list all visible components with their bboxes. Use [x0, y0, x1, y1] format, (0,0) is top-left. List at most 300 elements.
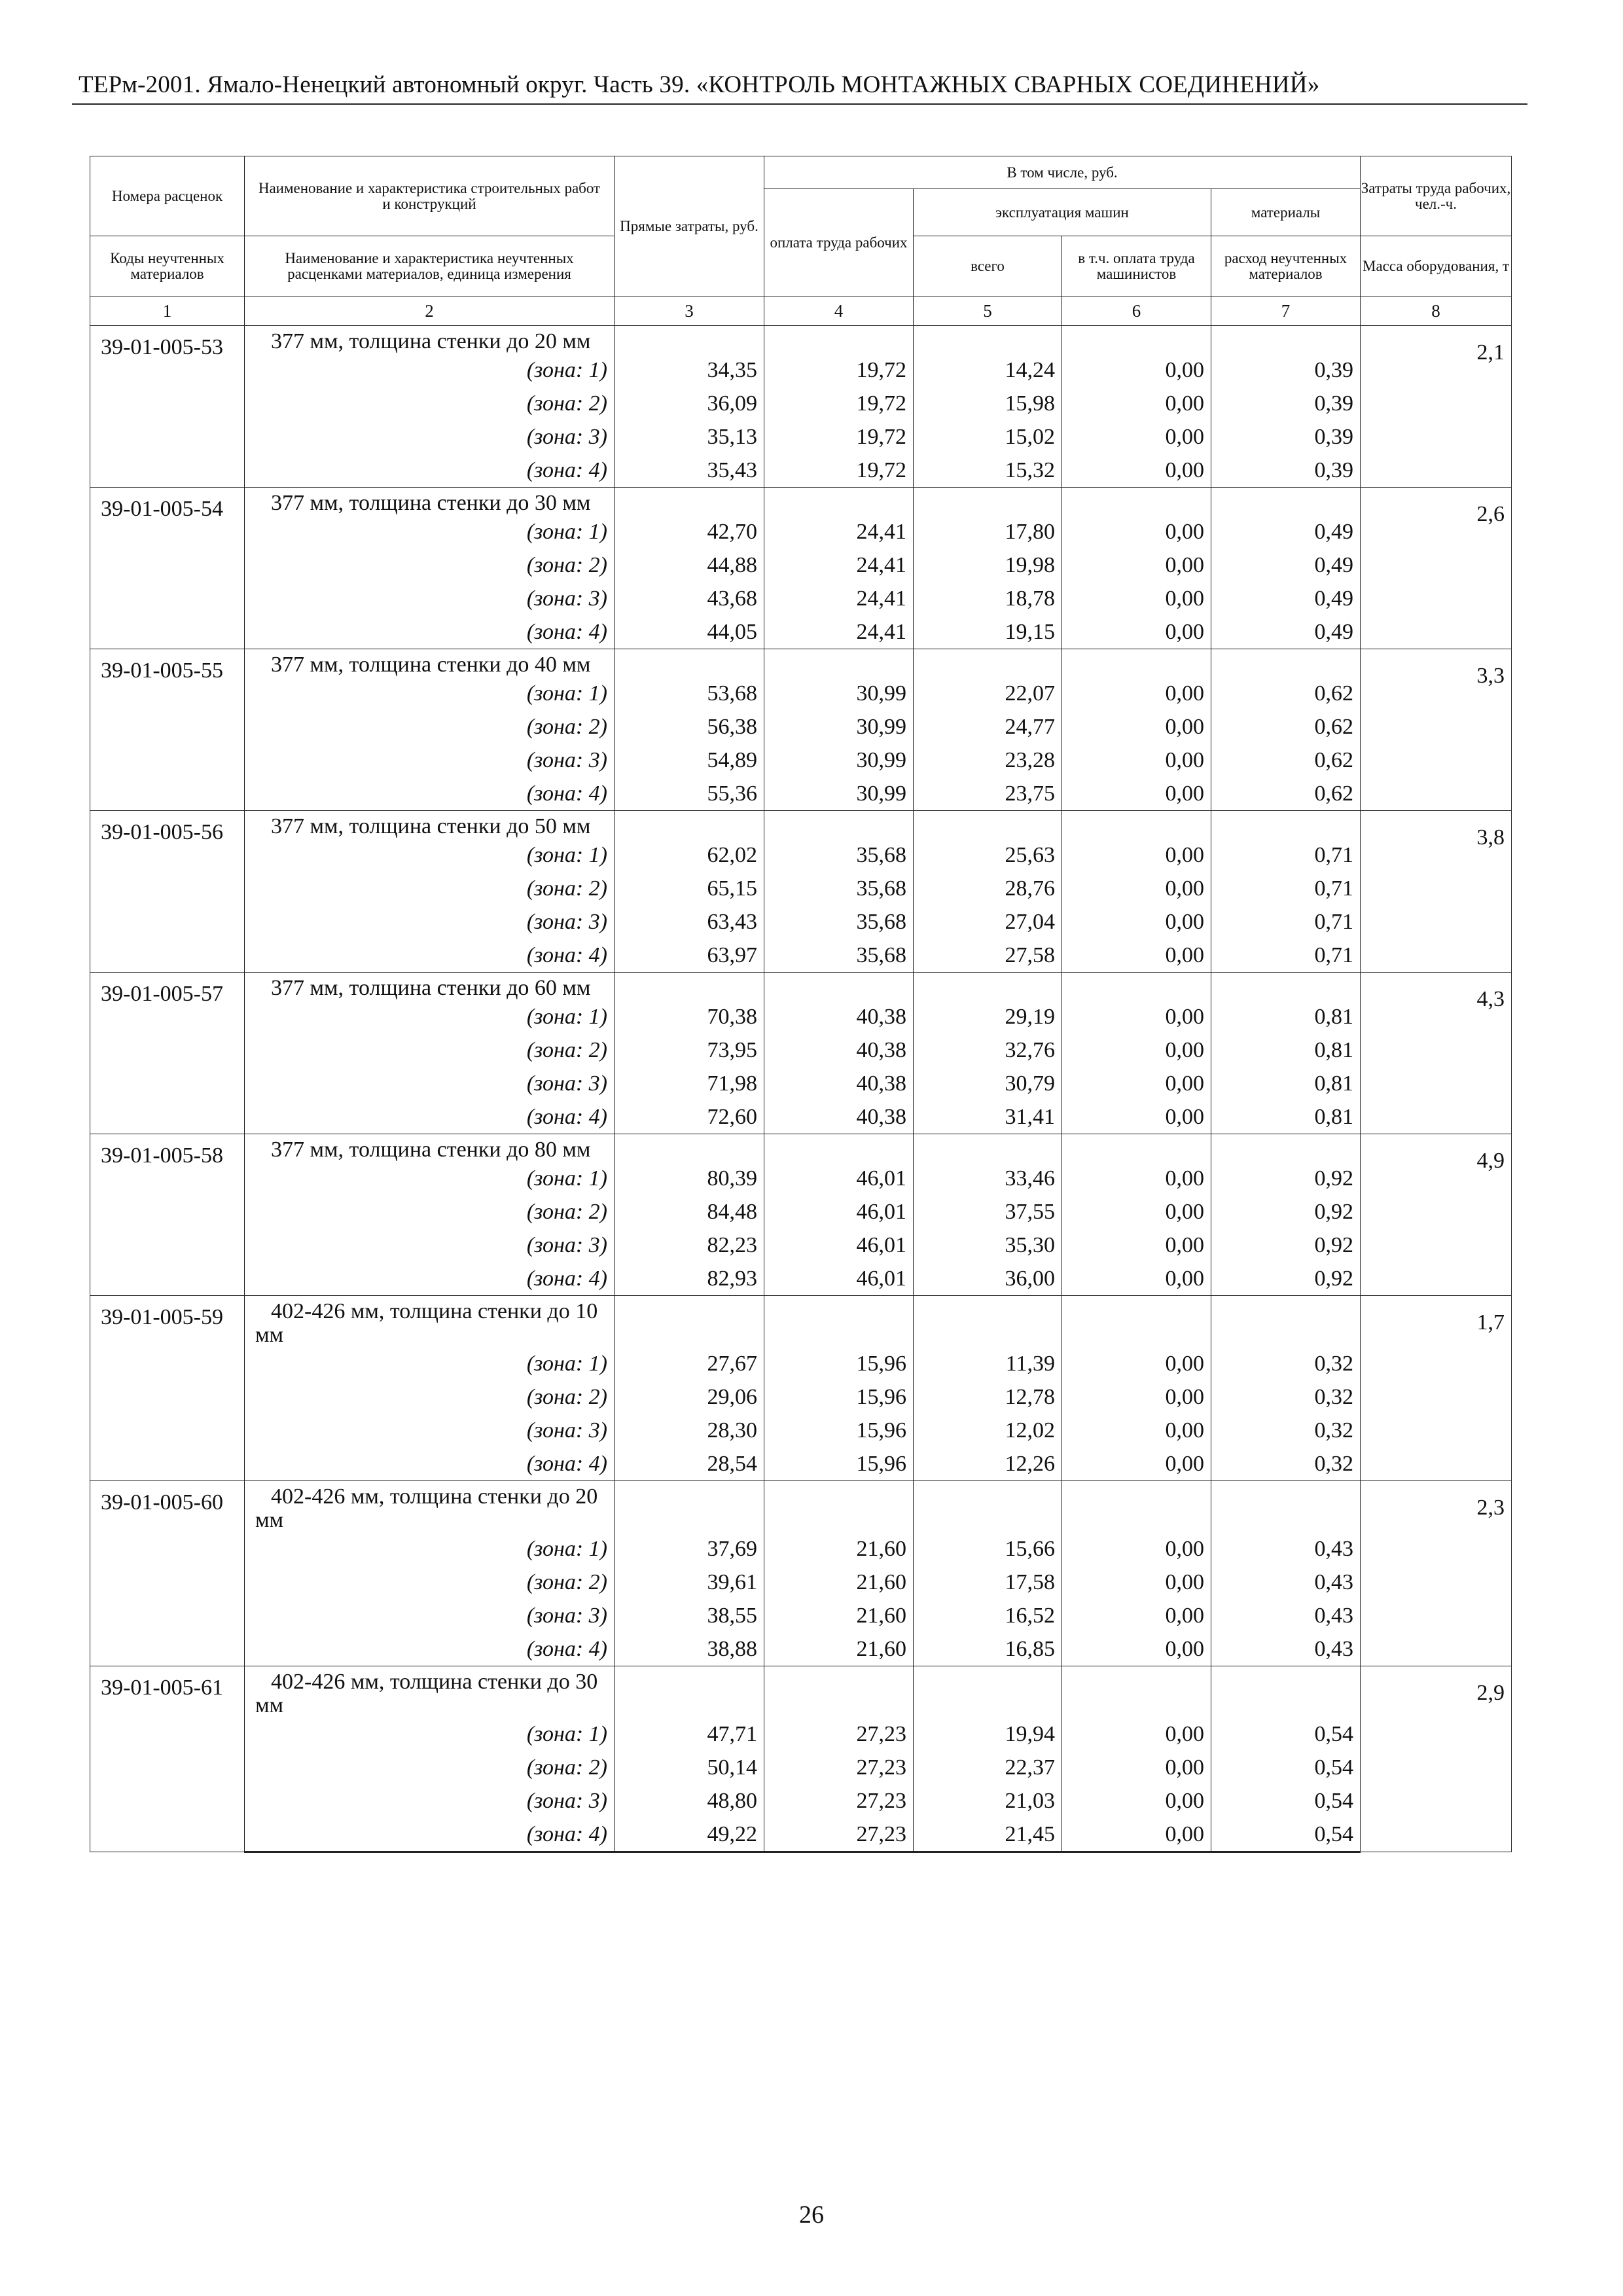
rate-code: 39-01-005-54	[90, 488, 245, 649]
machine-cost-cell: 16,52	[914, 1599, 1062, 1632]
zone-label: (зона: 3)	[245, 420, 615, 454]
zone-label: (зона: 2)	[245, 710, 615, 744]
header-direct-costs: Прямые затраты, руб.	[615, 156, 764, 296]
machine-cost-cell: 21,03	[914, 1784, 1062, 1818]
zone-label: (зона: 3)	[245, 1784, 615, 1818]
header-unaccounted-consumption: расход неучтенных материалов	[1211, 236, 1361, 296]
zone-row	[90, 777, 1512, 811]
direct-cost-cell: 49,22	[615, 1818, 764, 1852]
machine-cost-cell: 15,98	[914, 387, 1062, 420]
zone-label: (зона: 1)	[245, 1347, 615, 1380]
direct-cost-cell: 72,60	[615, 1100, 764, 1134]
materials-cost-cell: 0,43	[1211, 1566, 1361, 1599]
machine-cost-cell: 12,26	[914, 1447, 1062, 1481]
materials-cost-cell: 0,32	[1211, 1414, 1361, 1447]
worker-pay-cell: 19,72	[764, 454, 914, 488]
table-body	[90, 326, 1512, 1852]
equipment-mass-value: 4,3	[1361, 973, 1512, 1134]
machine-cost-cell: 35,30	[914, 1229, 1062, 1262]
machine-cost-cell: 19,94	[914, 1717, 1062, 1751]
rate-description-text: 402-426 мм, толщина стенки до 30 мм	[255, 1670, 598, 1717]
worker-pay-cell: 24,41	[764, 615, 914, 649]
materials-cost-cell: 0,71	[1211, 905, 1361, 939]
zone-row	[90, 353, 1512, 387]
rate-header-row	[90, 973, 1512, 1001]
materials-cost-cell: 0,39	[1211, 387, 1361, 420]
zone-row	[90, 1229, 1512, 1262]
operator-pay-cell: 0,00	[1062, 1818, 1211, 1852]
operator-pay-cell: 0,00	[1062, 1599, 1211, 1632]
worker-pay-cell: 27,23	[764, 1818, 914, 1852]
machine-cost-cell: 23,75	[914, 777, 1062, 811]
materials-cost-cell: 0,92	[1211, 1229, 1361, 1262]
machine-cost-cell: 30,79	[914, 1067, 1062, 1100]
rate-description	[245, 488, 615, 516]
machine-cost-cell: 23,28	[914, 744, 1062, 777]
materials-cost-cell: 0,81	[1211, 1100, 1361, 1134]
worker-pay-cell: 19,72	[764, 353, 914, 387]
zone-label: (зона: 4)	[245, 777, 615, 811]
worker-pay-cell: 15,96	[764, 1447, 914, 1481]
direct-cost-cell: 27,67	[615, 1347, 764, 1380]
worker-pay-cell: 30,99	[764, 744, 914, 777]
operator-pay-cell: 0,00	[1062, 1262, 1211, 1296]
zone-label: (зона: 3)	[245, 905, 615, 939]
worker-pay-cell: 46,01	[764, 1195, 914, 1229]
zone-row	[90, 872, 1512, 905]
column-number-row	[90, 296, 1512, 326]
operator-pay-cell: 0,00	[1062, 872, 1211, 905]
zone-label: (зона: 3)	[245, 744, 615, 777]
machine-cost-cell: 21,45	[914, 1818, 1062, 1852]
operator-pay-cell: 0,00	[1062, 1632, 1211, 1666]
rate-header-row	[90, 488, 1512, 516]
machine-cost-cell: 28,76	[914, 872, 1062, 905]
operator-pay-cell: 0,00	[1062, 548, 1211, 582]
direct-cost-cell: 47,71	[615, 1717, 764, 1751]
operator-pay-cell: 0,00	[1062, 1229, 1211, 1262]
equipment-mass-value: 2,6	[1361, 488, 1512, 649]
direct-cost-cell: 28,54	[615, 1447, 764, 1481]
zone-row	[90, 905, 1512, 939]
equipment-mass-value: 3,3	[1361, 649, 1512, 811]
rate-description-text: 377 мм, толщина стенки до 80 мм	[271, 1138, 591, 1162]
zone-row	[90, 548, 1512, 582]
zone-label: (зона: 3)	[245, 1067, 615, 1100]
worker-pay-cell: 40,38	[764, 1100, 914, 1134]
zone-row	[90, 515, 1512, 548]
operator-pay-cell: 0,00	[1062, 710, 1211, 744]
direct-cost-cell: 56,38	[615, 710, 764, 744]
direct-cost-cell: 29,06	[615, 1380, 764, 1414]
rate-description-text: 377 мм, толщина стенки до 30 мм	[271, 491, 591, 515]
direct-cost-cell: 36,09	[615, 387, 764, 420]
rate-code: 39-01-005-55	[90, 649, 245, 811]
materials-cost-cell: 0,54	[1211, 1784, 1361, 1818]
column-number: 8	[1361, 296, 1512, 326]
machine-cost-cell: 25,63	[914, 838, 1062, 872]
rate-code: 39-01-005-59	[90, 1296, 245, 1481]
materials-cost-cell: 0,71	[1211, 872, 1361, 905]
direct-cost-cell: 37,69	[615, 1532, 764, 1566]
zone-row	[90, 1599, 1512, 1632]
worker-pay-cell: 15,96	[764, 1380, 914, 1414]
direct-cost-cell: 63,97	[615, 939, 764, 973]
machine-cost-cell: 14,24	[914, 353, 1062, 387]
operator-pay-cell: 0,00	[1062, 615, 1211, 649]
rate-header-row	[90, 811, 1512, 839]
zone-label: (зона: 3)	[245, 1414, 615, 1447]
worker-pay-cell: 24,41	[764, 548, 914, 582]
operator-pay-cell: 0,00	[1062, 1195, 1211, 1229]
worker-pay-cell: 40,38	[764, 1067, 914, 1100]
materials-cost-cell: 0,71	[1211, 939, 1361, 973]
column-number: 6	[1062, 296, 1211, 326]
operator-pay-cell: 0,00	[1062, 1414, 1211, 1447]
direct-cost-cell: 53,68	[615, 677, 764, 710]
direct-cost-cell: 44,05	[615, 615, 764, 649]
zone-row	[90, 1380, 1512, 1414]
zone-row	[90, 1532, 1512, 1566]
direct-cost-cell: 35,43	[615, 454, 764, 488]
machine-cost-cell: 15,32	[914, 454, 1062, 488]
header-equipment-mass: Масса оборудования, т	[1361, 236, 1512, 296]
zone-row	[90, 1717, 1512, 1751]
direct-cost-cell: 42,70	[615, 515, 764, 548]
operator-pay-cell: 0,00	[1062, 387, 1211, 420]
worker-pay-cell: 21,60	[764, 1599, 914, 1632]
rate-description	[245, 1296, 615, 1348]
operator-pay-cell: 0,00	[1062, 582, 1211, 615]
materials-cost-cell: 0,71	[1211, 838, 1361, 872]
rate-description-text: 377 мм, толщина стенки до 60 мм	[271, 976, 591, 1000]
rate-description	[245, 1481, 615, 1533]
zone-row	[90, 1033, 1512, 1067]
machine-cost-cell: 36,00	[914, 1262, 1062, 1296]
worker-pay-cell: 24,41	[764, 515, 914, 548]
header-materials: материалы	[1211, 189, 1361, 236]
zone-label: (зона: 4)	[245, 1818, 615, 1852]
machine-cost-cell: 12,78	[914, 1380, 1062, 1414]
zone-label: (зона: 3)	[245, 1229, 615, 1262]
column-number: 2	[245, 296, 615, 326]
rate-code: 39-01-005-58	[90, 1134, 245, 1296]
direct-cost-cell: 73,95	[615, 1033, 764, 1067]
zone-label: (зона: 2)	[245, 387, 615, 420]
worker-pay-cell: 46,01	[764, 1162, 914, 1195]
operator-pay-cell: 0,00	[1062, 838, 1211, 872]
machine-cost-cell: 18,78	[914, 582, 1062, 615]
equipment-mass-value: 2,1	[1361, 326, 1512, 488]
materials-cost-cell: 0,62	[1211, 777, 1361, 811]
materials-cost-cell: 0,43	[1211, 1532, 1361, 1566]
materials-cost-cell: 0,43	[1211, 1599, 1361, 1632]
direct-cost-cell: 54,89	[615, 744, 764, 777]
machine-cost-cell: 16,85	[914, 1632, 1062, 1666]
worker-pay-cell: 27,23	[764, 1751, 914, 1784]
column-number: 3	[615, 296, 764, 326]
header-labor-costs: Затраты труда рабочих, чел.-ч.	[1361, 156, 1512, 236]
materials-cost-cell: 0,81	[1211, 1067, 1361, 1100]
rate-description	[245, 811, 615, 839]
rate-description-text: 402-426 мм, толщина стенки до 10 мм	[255, 1299, 598, 1347]
equipment-mass-value: 2,9	[1361, 1666, 1512, 1852]
worker-pay-cell: 30,99	[764, 777, 914, 811]
equipment-mass-value: 3,8	[1361, 811, 1512, 973]
zone-label: (зона: 4)	[245, 1632, 615, 1666]
worker-pay-cell: 24,41	[764, 582, 914, 615]
materials-cost-cell: 0,62	[1211, 677, 1361, 710]
operator-pay-cell: 0,00	[1062, 1751, 1211, 1784]
operator-pay-cell: 0,00	[1062, 1784, 1211, 1818]
direct-cost-cell: 50,14	[615, 1751, 764, 1784]
zone-label: (зона: 4)	[245, 454, 615, 488]
materials-cost-cell: 0,49	[1211, 515, 1361, 548]
zone-row	[90, 387, 1512, 420]
materials-cost-cell: 0,39	[1211, 353, 1361, 387]
machine-cost-cell: 11,39	[914, 1347, 1062, 1380]
direct-cost-cell: 38,88	[615, 1632, 764, 1666]
direct-cost-cell: 43,68	[615, 582, 764, 615]
materials-cost-cell: 0,62	[1211, 710, 1361, 744]
machine-cost-cell: 27,04	[914, 905, 1062, 939]
direct-cost-cell: 62,02	[615, 838, 764, 872]
direct-cost-cell: 82,23	[615, 1229, 764, 1262]
direct-cost-cell: 35,13	[615, 420, 764, 454]
column-number: 1	[90, 296, 245, 326]
direct-cost-cell: 39,61	[615, 1566, 764, 1599]
operator-pay-cell: 0,00	[1062, 1380, 1211, 1414]
operator-pay-cell: 0,00	[1062, 777, 1211, 811]
worker-pay-cell: 30,99	[764, 710, 914, 744]
rate-header-row	[90, 326, 1512, 354]
zone-label: (зона: 4)	[245, 1262, 615, 1296]
zone-row	[90, 1818, 1512, 1852]
materials-cost-cell: 0,43	[1211, 1632, 1361, 1666]
operator-pay-cell: 0,00	[1062, 454, 1211, 488]
machine-cost-cell: 22,37	[914, 1751, 1062, 1784]
page-header: ТЕРм-2001. Ямало-Ненецкий автономный округ. Часть 39. «КОНТРОЛЬ МОНТАЖНЫХ СВАРНЫХ СОЕДИНЕНИЙ»	[79, 71, 1320, 98]
column-number: 7	[1211, 296, 1361, 326]
worker-pay-cell: 15,96	[764, 1347, 914, 1380]
direct-cost-cell: 34,35	[615, 353, 764, 387]
operator-pay-cell: 0,00	[1062, 515, 1211, 548]
column-number: 5	[914, 296, 1062, 326]
direct-cost-cell: 84,48	[615, 1195, 764, 1229]
machine-cost-cell: 15,66	[914, 1532, 1062, 1566]
zone-label: (зона: 1)	[245, 1532, 615, 1566]
worker-pay-cell: 21,60	[764, 1532, 914, 1566]
machine-cost-cell: 32,76	[914, 1033, 1062, 1067]
machine-cost-cell: 19,98	[914, 548, 1062, 582]
rate-code: 39-01-005-60	[90, 1481, 245, 1666]
zone-row	[90, 1162, 1512, 1195]
zone-label: (зона: 3)	[245, 582, 615, 615]
rate-header-row	[90, 1134, 1512, 1162]
materials-cost-cell: 0,39	[1211, 420, 1361, 454]
rate-code: 39-01-005-61	[90, 1666, 245, 1852]
equipment-mass-value: 1,7	[1361, 1296, 1512, 1481]
header-rule	[72, 103, 1527, 105]
direct-cost-cell: 70,38	[615, 1000, 764, 1033]
zone-label: (зона: 1)	[245, 677, 615, 710]
zone-label: (зона: 2)	[245, 548, 615, 582]
direct-cost-cell: 71,98	[615, 1067, 764, 1100]
zone-row	[90, 1347, 1512, 1380]
zone-row	[90, 1414, 1512, 1447]
materials-cost-cell: 0,54	[1211, 1818, 1361, 1852]
worker-pay-cell: 46,01	[764, 1229, 914, 1262]
materials-cost-cell: 0,62	[1211, 744, 1361, 777]
page-number: 26	[799, 2201, 824, 2229]
operator-pay-cell: 0,00	[1062, 939, 1211, 973]
rate-code: 39-01-005-57	[90, 973, 245, 1134]
operator-pay-cell: 0,00	[1062, 1067, 1211, 1100]
direct-cost-cell: 28,30	[615, 1414, 764, 1447]
worker-pay-cell: 27,23	[764, 1717, 914, 1751]
rate-header-row	[90, 649, 1512, 677]
materials-cost-cell: 0,92	[1211, 1195, 1361, 1229]
header-name-characteristics: Наименование и характеристика строительных работ и конструкций	[245, 156, 615, 236]
rate-header-row	[90, 1481, 1512, 1533]
operator-pay-cell: 0,00	[1062, 1532, 1211, 1566]
operator-pay-cell: 0,00	[1062, 905, 1211, 939]
operator-pay-cell: 0,00	[1062, 1566, 1211, 1599]
operator-pay-cell: 0,00	[1062, 1033, 1211, 1067]
zone-label: (зона: 4)	[245, 939, 615, 973]
zone-row	[90, 1262, 1512, 1296]
zone-row	[90, 454, 1512, 488]
rate-description-text: 377 мм, толщина стенки до 20 мм	[271, 329, 591, 353]
rate-code: 39-01-005-56	[90, 811, 245, 973]
zone-row	[90, 420, 1512, 454]
zone-row	[90, 677, 1512, 710]
materials-cost-cell: 0,32	[1211, 1447, 1361, 1481]
rate-description	[245, 1666, 615, 1718]
zone-label: (зона: 4)	[245, 615, 615, 649]
operator-pay-cell: 0,00	[1062, 353, 1211, 387]
header-unaccounted-names: Наименование и характеристика неучтенных расценками материалов, единица измерения	[245, 236, 615, 296]
zone-label: (зона: 2)	[245, 1380, 615, 1414]
direct-cost-cell: 65,15	[615, 872, 764, 905]
worker-pay-cell: 21,60	[764, 1632, 914, 1666]
worker-pay-cell: 35,68	[764, 939, 914, 973]
zone-row	[90, 1566, 1512, 1599]
rate-code: 39-01-005-53	[90, 326, 245, 488]
zone-label: (зона: 2)	[245, 1033, 615, 1067]
operator-pay-cell: 0,00	[1062, 1717, 1211, 1751]
operator-pay-cell: 0,00	[1062, 744, 1211, 777]
zone-row	[90, 939, 1512, 973]
operator-pay-cell: 0,00	[1062, 1000, 1211, 1033]
operator-pay-cell: 0,00	[1062, 1100, 1211, 1134]
zone-row	[90, 1000, 1512, 1033]
equipment-mass-value: 2,3	[1361, 1481, 1512, 1666]
materials-cost-cell: 0,92	[1211, 1262, 1361, 1296]
machine-cost-cell: 33,46	[914, 1162, 1062, 1195]
direct-cost-cell: 55,36	[615, 777, 764, 811]
rate-header-row	[90, 1666, 1512, 1718]
operator-pay-cell: 0,00	[1062, 1447, 1211, 1481]
rate-description	[245, 649, 615, 677]
header-worker-pay: оплата труда рабочих	[764, 189, 914, 296]
worker-pay-cell: 27,23	[764, 1784, 914, 1818]
equipment-mass-value: 4,9	[1361, 1134, 1512, 1296]
materials-cost-cell: 0,49	[1211, 582, 1361, 615]
machine-cost-cell: 29,19	[914, 1000, 1062, 1033]
materials-cost-cell: 0,92	[1211, 1162, 1361, 1195]
materials-cost-cell: 0,32	[1211, 1380, 1361, 1414]
rate-header-row	[90, 1296, 1512, 1348]
rate-description	[245, 1134, 615, 1162]
zone-row	[90, 615, 1512, 649]
rates-table	[90, 156, 1512, 1853]
zone-label: (зона: 2)	[245, 1566, 615, 1599]
zone-row	[90, 1100, 1512, 1134]
materials-cost-cell: 0,54	[1211, 1751, 1361, 1784]
header-total: всего	[914, 236, 1062, 296]
zone-label: (зона: 1)	[245, 1162, 615, 1195]
zone-label: (зона: 3)	[245, 1599, 615, 1632]
zone-label: (зона: 1)	[245, 353, 615, 387]
materials-cost-cell: 0,39	[1211, 454, 1361, 488]
worker-pay-cell: 40,38	[764, 1000, 914, 1033]
rate-description	[245, 326, 615, 354]
zone-row	[90, 1784, 1512, 1818]
zone-label: (зона: 1)	[245, 1000, 615, 1033]
operator-pay-cell: 0,00	[1062, 677, 1211, 710]
direct-cost-cell: 82,93	[615, 1262, 764, 1296]
zone-label: (зона: 1)	[245, 1717, 615, 1751]
zone-label: (зона: 1)	[245, 838, 615, 872]
machine-cost-cell: 17,58	[914, 1566, 1062, 1599]
worker-pay-cell: 35,68	[764, 905, 914, 939]
machine-cost-cell: 19,15	[914, 615, 1062, 649]
materials-cost-cell: 0,81	[1211, 1033, 1361, 1067]
direct-cost-cell: 48,80	[615, 1784, 764, 1818]
zone-label: (зона: 2)	[245, 1195, 615, 1229]
zone-row	[90, 744, 1512, 777]
worker-pay-cell: 35,68	[764, 872, 914, 905]
zone-row	[90, 1632, 1512, 1666]
materials-cost-cell: 0,49	[1211, 615, 1361, 649]
rate-description-text: 377 мм, толщина стенки до 50 мм	[271, 814, 591, 838]
worker-pay-cell: 19,72	[764, 387, 914, 420]
table-header	[90, 156, 1512, 326]
worker-pay-cell: 40,38	[764, 1033, 914, 1067]
zone-label: (зона: 1)	[245, 515, 615, 548]
header-unaccounted-codes: Коды неучтенных материалов	[90, 236, 245, 296]
zone-label: (зона: 4)	[245, 1100, 615, 1134]
materials-cost-cell: 0,32	[1211, 1347, 1361, 1380]
materials-cost-cell: 0,81	[1211, 1000, 1361, 1033]
rate-description-text: 377 мм, толщина стенки до 40 мм	[271, 653, 591, 677]
direct-cost-cell: 38,55	[615, 1599, 764, 1632]
machine-cost-cell: 31,41	[914, 1100, 1062, 1134]
zone-row	[90, 1067, 1512, 1100]
worker-pay-cell: 15,96	[764, 1414, 914, 1447]
worker-pay-cell: 30,99	[764, 677, 914, 710]
worker-pay-cell: 19,72	[764, 420, 914, 454]
zone-row	[90, 1195, 1512, 1229]
zone-row	[90, 1751, 1512, 1784]
direct-cost-cell: 44,88	[615, 548, 764, 582]
worker-pay-cell: 21,60	[764, 1566, 914, 1599]
materials-cost-cell: 0,54	[1211, 1717, 1361, 1751]
header-rate-numbers: Номера расценок	[90, 156, 245, 236]
rate-description	[245, 973, 615, 1001]
machine-cost-cell: 17,80	[914, 515, 1062, 548]
